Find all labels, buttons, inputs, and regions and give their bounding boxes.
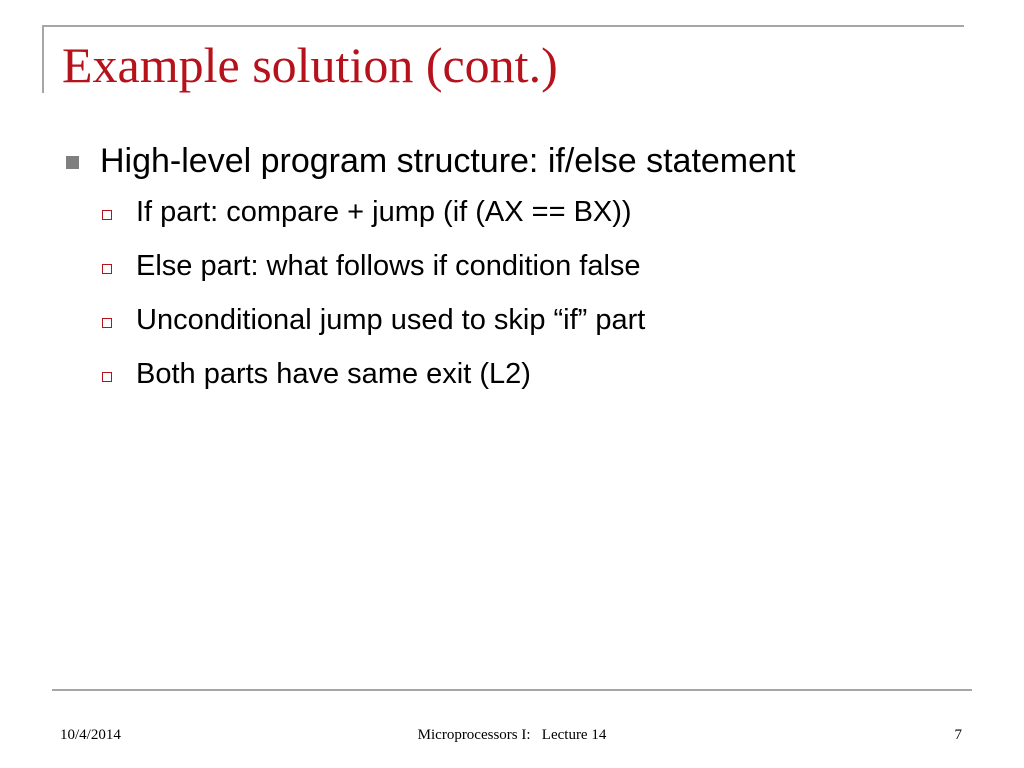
square-bullet-icon bbox=[66, 156, 79, 169]
title-frame-top-line bbox=[42, 25, 964, 27]
sub-bullet-item bbox=[100, 300, 964, 340]
sub-bullet-text: If part: compare + jump (if (AX == BX)) bbox=[136, 196, 632, 228]
sub-bullet-list bbox=[64, 192, 964, 394]
sub-bullet-text: Both parts have same exit (L2) bbox=[136, 358, 531, 390]
bullet-text: High-level program structure: if/else statement bbox=[100, 142, 796, 180]
footer-page-number: 7 bbox=[954, 727, 962, 743]
sub-bullet-text: Unconditional jump used to skip “if” part bbox=[136, 304, 646, 336]
sub-bullet-item bbox=[100, 192, 964, 232]
sub-bullet-text: Else part: what follows if condition false bbox=[136, 250, 641, 282]
bullet-level1 bbox=[64, 138, 964, 184]
footer-divider bbox=[52, 689, 972, 691]
title-frame-left-line bbox=[42, 25, 44, 93]
hollow-square-bullet-icon bbox=[102, 318, 112, 328]
sub-bullet-item bbox=[100, 246, 964, 286]
hollow-square-bullet-icon bbox=[102, 210, 112, 220]
hollow-square-bullet-icon bbox=[102, 372, 112, 382]
slide-content bbox=[64, 138, 964, 408]
footer-lecture-title: Microprocessors I: Lecture 14 bbox=[417, 727, 607, 743]
footer-date: 10/4/2014 bbox=[60, 727, 121, 743]
slide-title: Example solution (cont.) bbox=[62, 37, 558, 93]
sub-bullet-item bbox=[100, 354, 964, 394]
hollow-square-bullet-icon bbox=[102, 264, 112, 274]
